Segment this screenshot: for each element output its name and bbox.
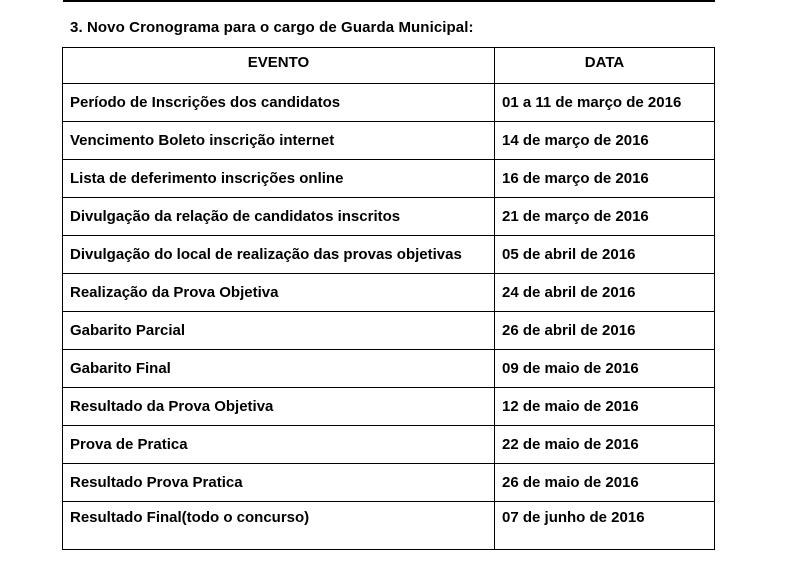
section-heading: 3. Novo Cronograma para o cargo de Guarda Municipal: [70,19,474,36]
table-row [63,502,715,550]
event-cell: Lista de deferimento inscrições online [63,160,495,198]
date-cell: 26 de abril de 2016 [495,312,715,350]
event-cell: Realização da Prova Objetiva [63,274,495,312]
table-row [63,160,715,198]
table-row [63,350,715,388]
date-cell: 26 de maio de 2016 [495,464,715,502]
table-row [63,388,715,426]
event-cell: Resultado Prova Pratica [63,464,495,502]
date-cell: 07 de junho de 2016 [495,502,715,550]
date-cell: 24 de abril de 2016 [495,274,715,312]
event-cell: Resultado Final(todo o concurso) [63,502,495,550]
date-cell: 01 a 11 de março de 2016 [495,84,715,122]
table-row [63,84,715,122]
event-cell: Gabarito Parcial [63,312,495,350]
table-header-row [63,48,715,84]
event-cell: Período de Inscrições dos candidatos [63,84,495,122]
header-event: EVENTO [63,48,495,84]
schedule-table [62,47,715,550]
table-row [63,236,715,274]
table-row [63,122,715,160]
date-cell: 21 de março de 2016 [495,198,715,236]
header-date: DATA [495,48,715,84]
event-cell: Divulgação do local de realização das provas objetivas [63,236,495,274]
event-cell: Vencimento Boleto inscrição internet [63,122,495,160]
event-cell: Gabarito Final [63,350,495,388]
table-row [63,274,715,312]
event-cell: Resultado da Prova Objetiva [63,388,495,426]
event-cell: Prova de Pratica [63,426,495,464]
table-row [63,464,715,502]
date-cell: 12 de maio de 2016 [495,388,715,426]
event-cell: Divulgação da relação de candidatos inscritos [63,198,495,236]
top-rule [63,0,715,2]
date-cell: 05 de abril de 2016 [495,236,715,274]
date-cell: 16 de março de 2016 [495,160,715,198]
table-row [63,312,715,350]
date-cell: 09 de maio de 2016 [495,350,715,388]
table-row [63,198,715,236]
date-cell: 22 de maio de 2016 [495,426,715,464]
table-row [63,426,715,464]
date-cell: 14 de março de 2016 [495,122,715,160]
